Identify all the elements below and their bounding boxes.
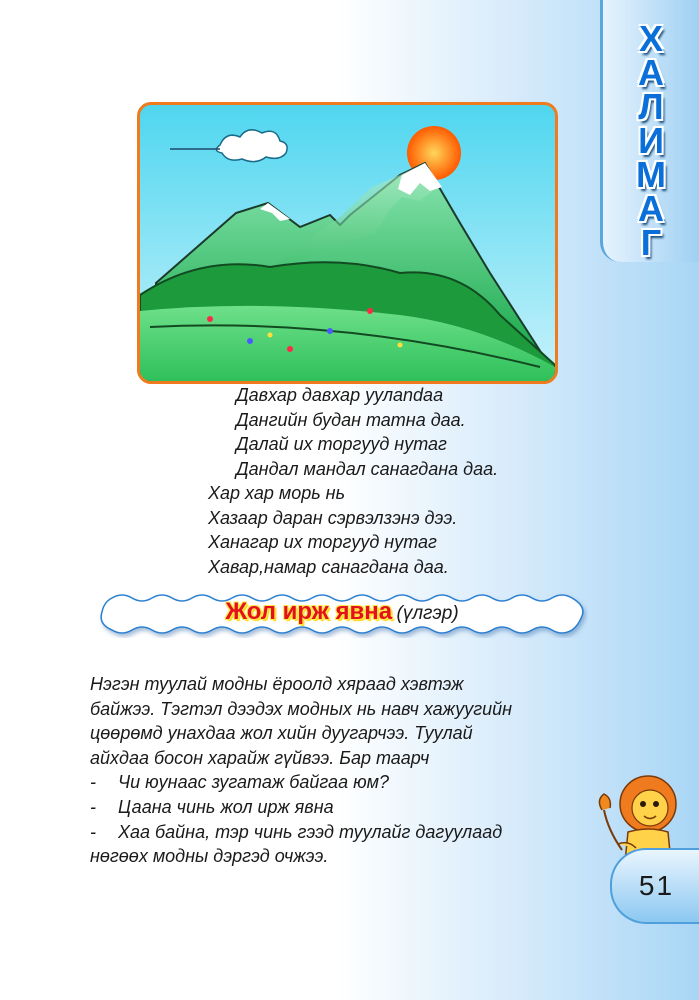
poem-line: Дангийн будан татна даа.	[236, 409, 466, 430]
dialogue-text: Цаана чинь жол ирж явна	[118, 796, 334, 817]
mountain-landscape-image	[140, 105, 555, 381]
poem-line: Хавар,намар санагдана даа.	[208, 556, 449, 577]
dialogue-line	[90, 770, 610, 795]
chapter-letter: Х	[638, 18, 663, 59]
page-number: 51	[638, 870, 675, 901]
dialogue-line	[90, 820, 610, 845]
chapter-letter: И	[638, 120, 664, 161]
dialogue-text: Чи юунаас зугатаж байгаа юм?	[118, 772, 389, 793]
dialogue-text: Хаа байна, тэр чинь гээд туулайг дагуулаад	[118, 821, 503, 842]
story-title-banner	[96, 590, 588, 638]
poem-line: Дандал мандал санагдана даа.	[236, 458, 499, 479]
chapter-letter: Л	[638, 86, 664, 127]
dialogue-dash: -	[90, 821, 96, 842]
dialogue-dash: -	[90, 772, 96, 793]
poem-line: Ханагар их торгууд нутаг	[208, 532, 437, 552]
story-line: Нэгэн туулай модны ёроолд хяраад хэвтэж	[90, 674, 464, 694]
poem-line: Хазаар даран сэрвэлзэнэ дээ.	[208, 507, 458, 528]
chapter-title-vertical	[625, 18, 677, 263]
poem	[208, 383, 498, 579]
story-line: байжээ. Тэгтэл дээдэх модных нь навч хажуугийн	[90, 698, 513, 719]
story-line: цөөрөмд унахдаа жол хийн дуугарчээ. Туулай	[90, 723, 473, 744]
chapter-side-tab	[600, 0, 699, 262]
story-line: нөгөөх модны дэргэд очжээ.	[90, 846, 329, 867]
dialogue-dash: -	[90, 796, 96, 817]
poem-line: Хар хар морь нь	[208, 483, 346, 503]
mountain-illustration	[137, 102, 558, 384]
chapter-letter: А	[638, 52, 664, 93]
chapter-letter: А	[638, 188, 664, 229]
chapter-letter: Г	[640, 222, 662, 263]
story-title: Жол ирж явна	[225, 598, 393, 625]
poem-line: Далай их торгууд нутаг	[236, 434, 447, 454]
story-text	[90, 672, 610, 869]
story-genre: (үлгэр)	[396, 603, 459, 624]
poem-line: Давхар давхар уулandaa	[236, 385, 444, 405]
page-number-badge	[610, 848, 699, 924]
story-line: айхдаа босон харайж гүйвээ. Бар таарч	[90, 747, 430, 768]
chapter-letter: М	[636, 154, 666, 195]
dialogue-line	[90, 795, 610, 820]
